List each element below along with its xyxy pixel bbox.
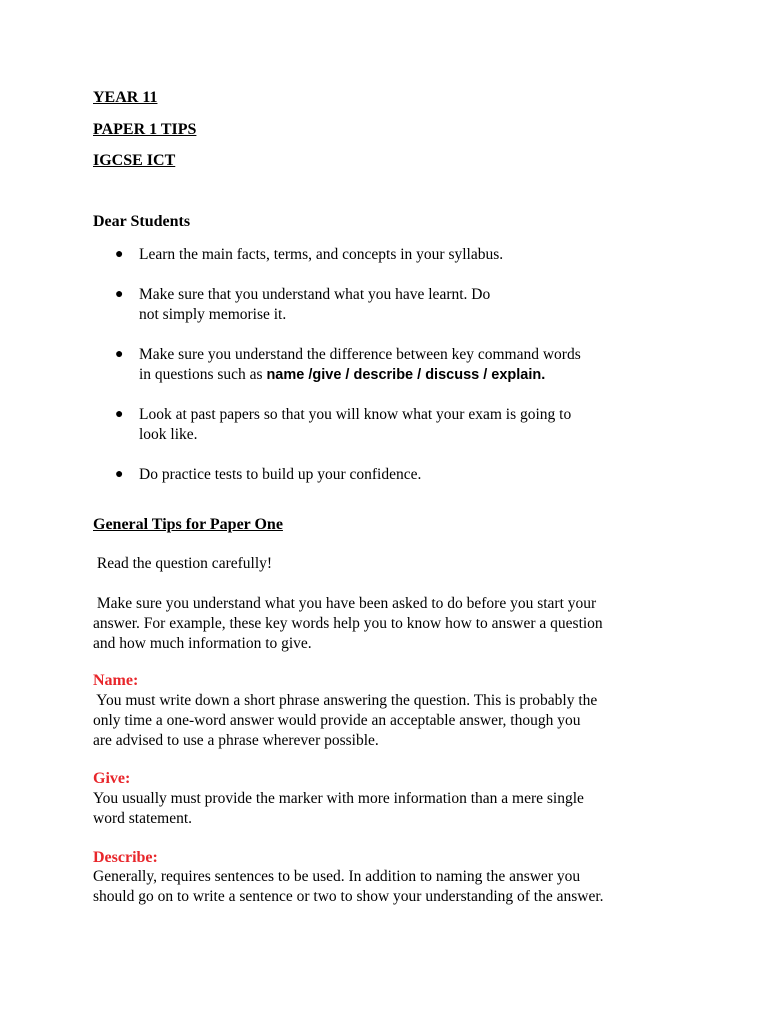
bullet-text xyxy=(139,345,675,385)
bullet-item-5 xyxy=(115,465,675,485)
header-year: YEAR 11 xyxy=(93,89,158,106)
bullet-text-line: Make sure you understand the difference between key command words xyxy=(139,346,581,363)
bullet-text xyxy=(139,285,675,325)
name-heading: Name: xyxy=(93,672,139,689)
paragraph-line: Generally, requires sentences to be used. In addition to naming the answer you xyxy=(93,868,581,885)
bullet-item-2 xyxy=(115,285,675,325)
header-paper: PAPER 1 TIPS xyxy=(93,121,197,138)
bullet-text: Do practice tests to build up your confidence. xyxy=(139,466,422,483)
bullet-dot-icon: ● xyxy=(115,347,124,362)
general-tips-heading: General Tips for Paper One xyxy=(93,516,283,533)
bullet-dot-icon: ● xyxy=(115,407,124,422)
bullet-text: Learn the main facts, terms, and concepts in your syllabus. xyxy=(139,246,504,263)
describe-heading: Describe: xyxy=(93,849,158,866)
bullet-text xyxy=(139,405,675,445)
give-heading: Give: xyxy=(93,770,131,787)
bullet-text-line: not simply memorise it. xyxy=(139,306,287,323)
bullet-text-line: Make sure that you understand what you have learnt. Do xyxy=(139,286,491,303)
bullet-dot-icon: ● xyxy=(115,467,124,482)
paragraph-line: You usually must provide the marker with more information than a mere single xyxy=(93,790,584,807)
paragraph-line: and how much information to give. xyxy=(93,635,312,652)
paragraph-line: answer. For example, these key words help you to know how to answer a question xyxy=(93,615,603,632)
bullet-text-line: look like. xyxy=(139,426,198,443)
describe-paragraph xyxy=(93,867,675,907)
bullet-item-3 xyxy=(115,345,675,385)
header-course: IGCSE ICT xyxy=(93,152,176,169)
bullet-item-4 xyxy=(115,405,675,445)
bullet-dot-icon: ● xyxy=(115,287,124,302)
bullet-text-line: in questions such as xyxy=(139,366,267,383)
name-paragraph xyxy=(93,691,675,751)
paragraph-line: You must write down a short phrase answering the question. This is probably the xyxy=(93,692,598,709)
read-question-text: Read the question carefully! xyxy=(93,555,273,572)
paragraph-line: are advised to use a phrase wherever possible. xyxy=(93,732,379,749)
paragraph-line: only time a one-word answer would provide an acceptable answer, though you xyxy=(93,712,581,729)
bullet-item-1 xyxy=(115,245,675,265)
give-paragraph xyxy=(93,789,675,829)
paragraph-line: should go on to write a sentence or two to show your understanding of the answer. xyxy=(93,888,604,905)
paragraph-line: word statement. xyxy=(93,810,193,827)
bullet-text-line: Look at past papers so that you will know what your exam is going to xyxy=(139,406,572,423)
command-words: name /give / describe / discuss / explain. xyxy=(266,367,546,383)
paragraph-line: Make sure you understand what you have been asked to do before you start your xyxy=(93,595,597,612)
bullet-dot-icon: ● xyxy=(115,247,124,262)
greeting: Dear Students xyxy=(93,213,191,230)
make-sure-paragraph xyxy=(93,594,675,654)
